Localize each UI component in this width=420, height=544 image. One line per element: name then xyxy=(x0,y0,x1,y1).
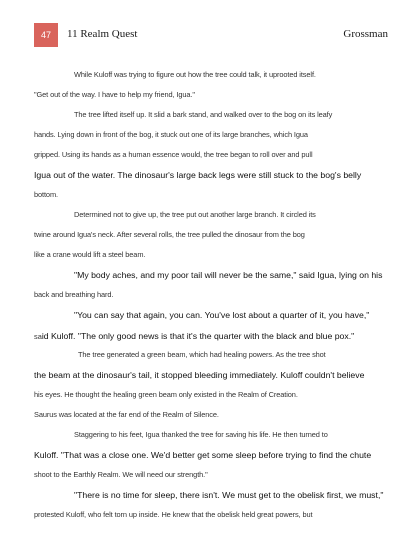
text-line: The tree lifted itself up. It slid a bark stand, and walked over to the bog on its leafy xyxy=(74,110,333,119)
text-line: "My body aches, and my poor tail will never be the same," said Igua, lying on his xyxy=(74,270,383,280)
text-line: Determined not to give up, the tree put out another large branch. It circled its xyxy=(74,210,316,219)
book-title: 11 Realm Quest xyxy=(67,28,138,40)
text-fragment: id Kuloff. "The only good news is that it's the quarter with the black and blue pox." xyxy=(41,331,355,341)
text-line: "Get out of the way. I have to help my friend, Igua." xyxy=(34,90,195,99)
text-line: like a crane would lift a steel beam. xyxy=(34,250,146,259)
text-line xyxy=(34,325,388,345)
text-line: "You can say that again, you can. You've lost about a quarter of it, you have," xyxy=(74,310,370,320)
text-fragment: sa xyxy=(34,332,42,341)
page-header xyxy=(34,23,388,47)
page-number-badge: 47 xyxy=(34,23,58,47)
body-text xyxy=(34,65,388,525)
text-line: The tree generated a green beam, which had healing powers. As the tree shot xyxy=(78,350,326,359)
text-line: Igua out of the water. The dinosaur's large back legs were still stuck to the bog's belly xyxy=(34,170,362,180)
text-line: Kuloff. "That was a close one. We'd better get some sleep before trying to find the chute xyxy=(34,450,372,460)
text-line: his eyes. He thought the healing green beam only existed in the Realm of Creation. xyxy=(34,390,298,399)
text-line: shoot to the Earthly Realm. We will need our strength." xyxy=(34,470,208,479)
text-line: While Kuloff was trying to figure out how the tree could talk, it uprooted itself. xyxy=(74,70,316,79)
author-name: Grossman xyxy=(343,28,388,40)
text-line: bottom. xyxy=(34,190,58,199)
text-line: Staggering to his feet, Igua thanked the tree for saving his life. He then turned to xyxy=(74,430,328,439)
text-line: Saurus was located at the far end of the Realm of Silence. xyxy=(34,410,219,419)
text-line: the beam at the dinosaur's tail, it stopped bleeding immediately. Kuloff couldn't believe xyxy=(34,370,365,380)
text-line: hands. Lying down in front of the bog, it stuck out one of its large branches, which Igua xyxy=(34,130,308,139)
text-line: back and breathing hard. xyxy=(34,290,114,299)
text-line: twine around Igua's neck. After several rolls, the tree pulled the dinosaur from the bog xyxy=(34,230,305,239)
text-line: gripped. Using its hands as a human essence would, the tree began to roll over and pull xyxy=(34,150,313,159)
text-line: protested Kuloff, who felt torn up inside. He knew that the obelisk held great powers, but xyxy=(34,510,313,519)
text-line: "There is no time for sleep, there isn't. We must get to the obelisk first, we must," xyxy=(74,490,384,500)
